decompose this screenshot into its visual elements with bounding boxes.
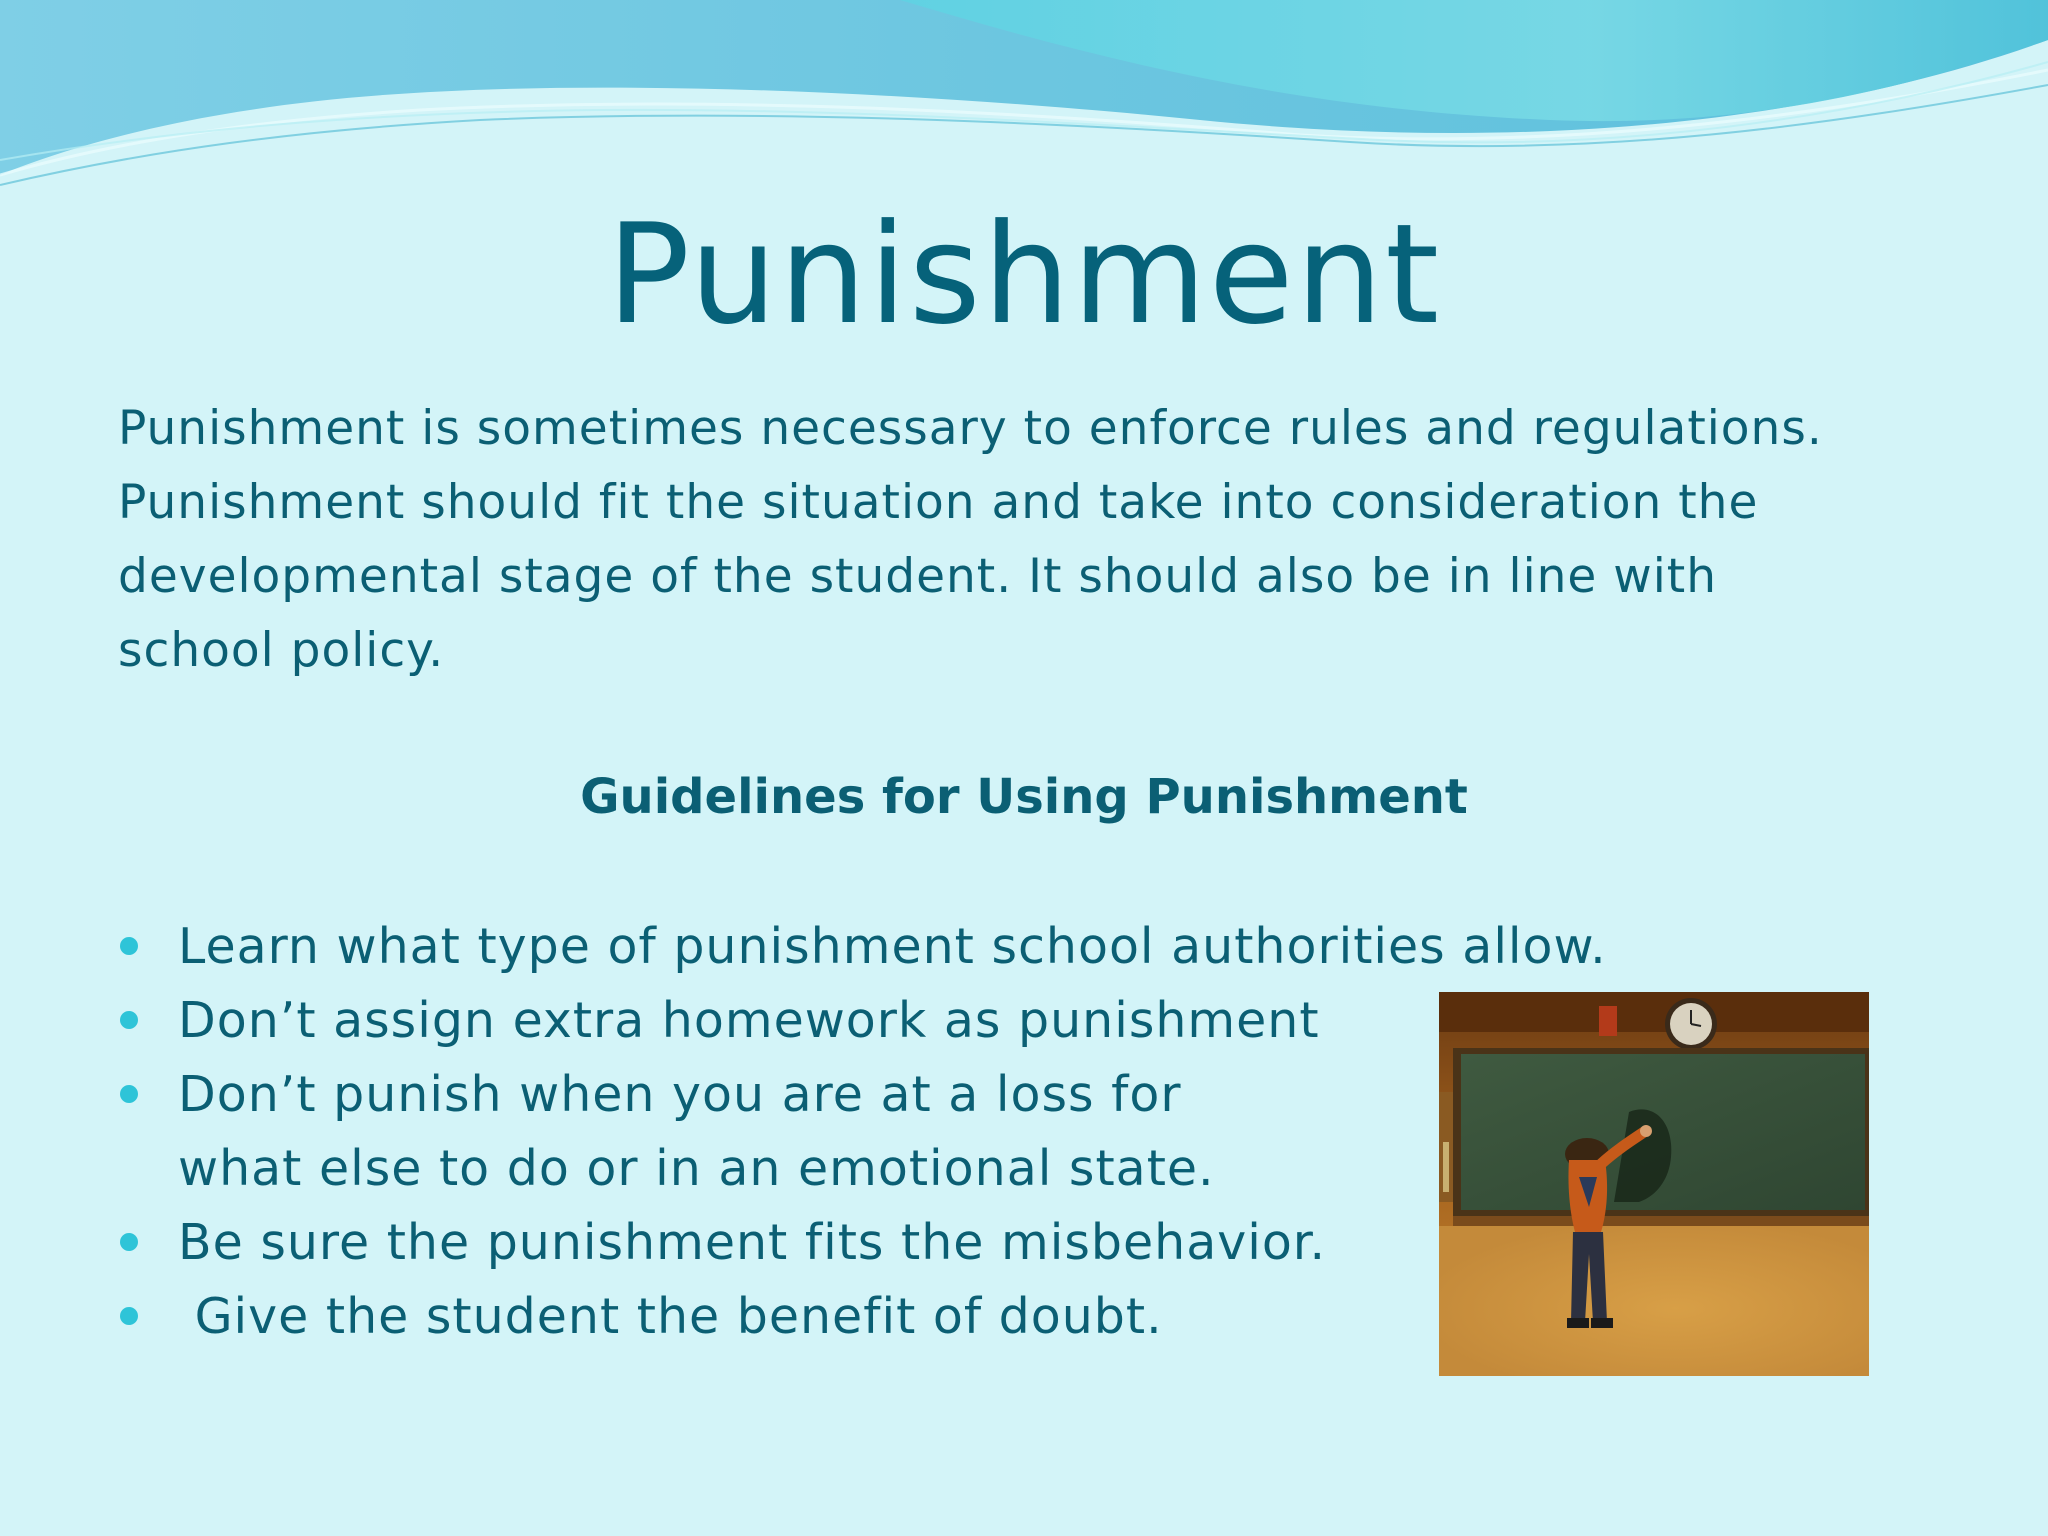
list-item [110, 1206, 1510, 1280]
bullet-dot-icon [120, 1233, 138, 1251]
intro-line: developmental stage of the student. It should also be in line with [118, 549, 1717, 604]
list-item-text: Don’t punish when you are at a loss for [178, 1066, 1182, 1123]
list-item-text: Learn what type of punishment school authorities allow. [178, 918, 1607, 975]
intro-line: Punishment should fit the situation and take into consideration the [118, 475, 1759, 530]
list-item-text: Be sure the punishment fits the misbehavior. [178, 1214, 1327, 1271]
student-at-chalkboard-image [1439, 992, 1869, 1376]
list-item-text: Give the student the benefit of doubt. [178, 1288, 1163, 1345]
guidelines-list [110, 910, 1607, 1354]
list-item [110, 1058, 1510, 1206]
guidelines-heading: Guidelines for Using Punishment [580, 769, 1468, 825]
slide-title: Punishment [606, 194, 1442, 355]
intro-paragraph [118, 392, 1918, 688]
list-item [110, 984, 1510, 1058]
bullet-dot-icon [120, 937, 138, 955]
list-item-text: what else to do or in an emotional state. [178, 1140, 1215, 1197]
intro-line: Punishment is sometimes necessary to enforce rules and regulations. [118, 401, 1823, 456]
list-item [110, 910, 1607, 984]
bullet-dot-icon [120, 1085, 138, 1103]
list-item-text: Don’t assign extra homework as punishment [178, 992, 1320, 1049]
list-item [110, 1280, 1510, 1354]
intro-line: school policy. [118, 623, 445, 678]
bullet-dot-icon [120, 1011, 138, 1029]
bullet-dot-icon [120, 1307, 138, 1325]
